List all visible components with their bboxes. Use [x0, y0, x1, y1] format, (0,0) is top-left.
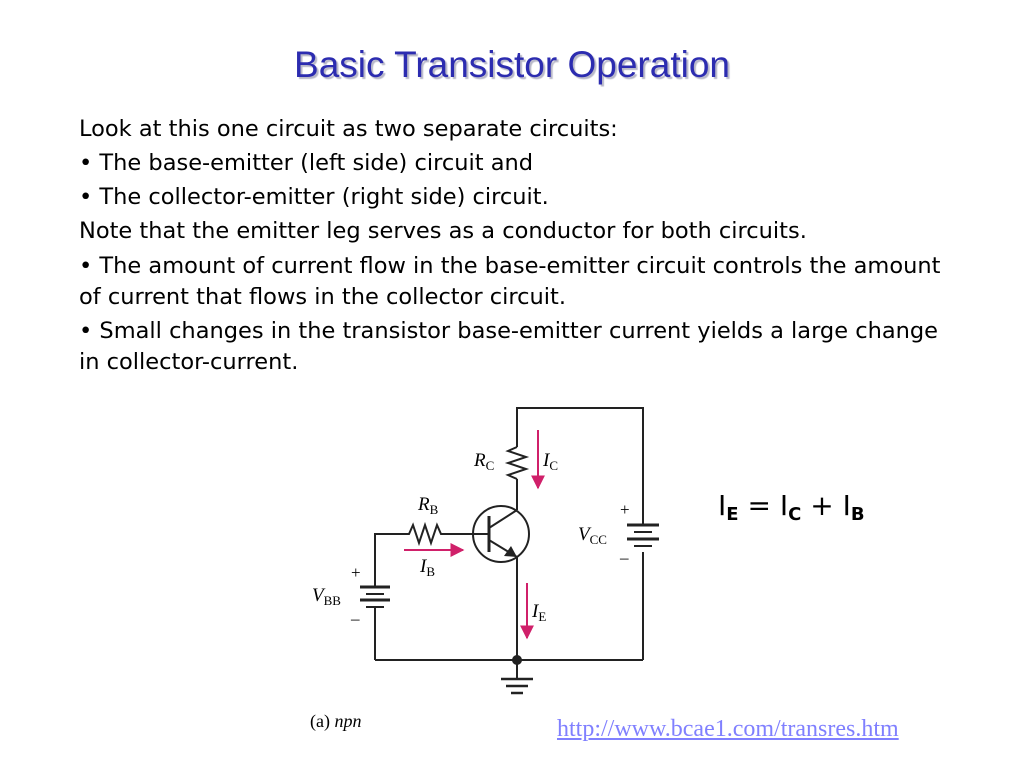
vcc-minus: – — [620, 548, 629, 567]
slide-title: Basic Transistor Operation — [294, 44, 730, 85]
ic-label: $I_C$ — [543, 450, 558, 473]
ground-symbol — [501, 679, 533, 693]
ie-label: $I_E$ — [532, 601, 547, 624]
ib-label: $I_B$ — [420, 556, 435, 579]
current-equation: $I_E = I_C + I_B$ — [718, 489, 865, 525]
intro-line: Look at this one circuit as two separate circuits: — [79, 116, 618, 142]
slide-body — [79, 112, 959, 378]
emitter-arrow — [504, 546, 517, 557]
vcc-label: $V_{CC}$ — [578, 524, 607, 547]
vbb-battery — [360, 587, 390, 607]
junction-dot — [512, 655, 522, 665]
bullet-base-emitter: • The base-emitter (left side) circuit and — [79, 150, 534, 176]
vbb-plus: + — [351, 563, 361, 582]
vcc-plus: + — [620, 500, 630, 519]
diagram-caption: (a) npn — [310, 711, 362, 731]
vbb-label: $V_{BB}$ — [312, 585, 341, 608]
bullet-small-changes: • Small changes in the transistor base-emitter current yields a large change in collector-current. — [79, 318, 938, 375]
rc-label: $R_C$ — [474, 450, 495, 473]
bullet-current-control: • The amount of current flow in the base-emitter circuit controls the amount of current that flows in the collector circuit. — [79, 253, 941, 310]
note-emitter-leg: Note that the emitter leg serves as a conductor for both circuits. — [79, 218, 807, 244]
bullet-collector-emitter: • The collector-emitter (right side) circuit. — [79, 184, 549, 210]
vbb-minus: – — [351, 609, 360, 628]
transistor-collector-leg — [489, 510, 517, 528]
rc-resistor — [508, 447, 526, 479]
vcc-battery — [627, 525, 659, 546]
npn-circuit-diagram — [300, 398, 680, 743]
rb-label: $R_B$ — [418, 494, 439, 517]
source-link[interactable]: http://www.bcae1.com/transres.htm — [557, 716, 899, 742]
